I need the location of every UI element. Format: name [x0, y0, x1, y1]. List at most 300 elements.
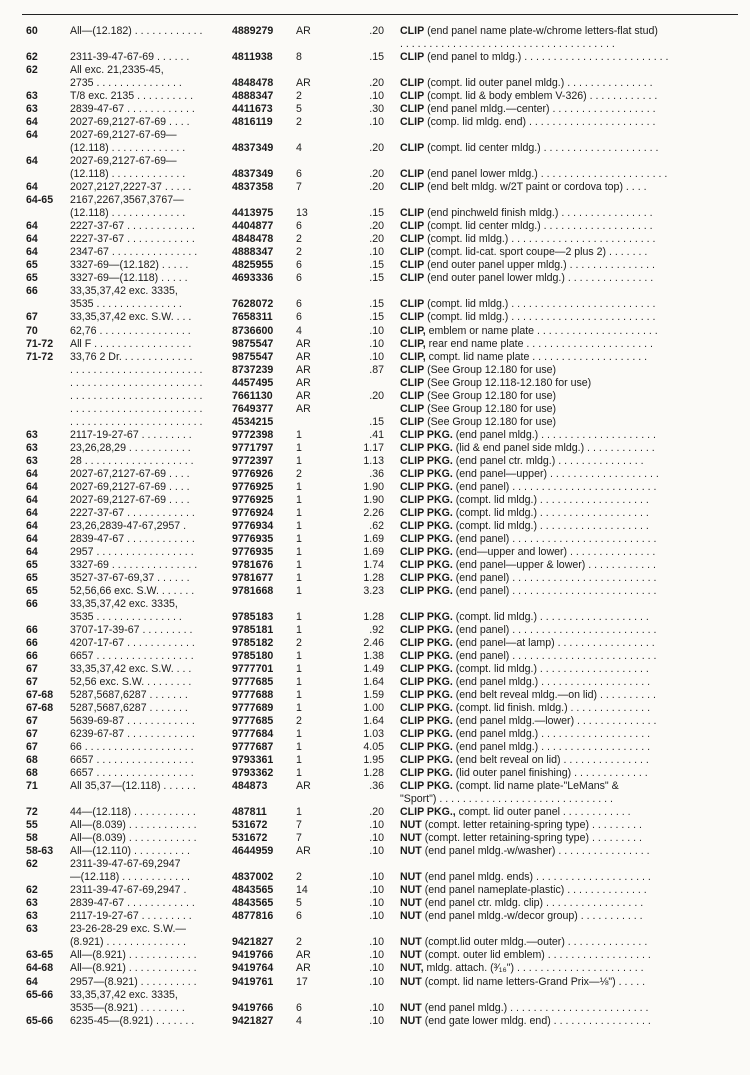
description: [400, 976, 745, 989]
description-text: (end pinchweld finish mldg.) . . . . . . . . . . . . . . . .: [424, 207, 653, 220]
price: .15: [369, 259, 384, 272]
description-text: (See Group 12.180 for use): [424, 389, 557, 402]
part-number: 8737239: [232, 363, 274, 376]
description-keyword: CLIP,: [400, 350, 426, 363]
part-number: 4534215: [232, 415, 274, 428]
price: 1.28: [363, 610, 384, 623]
price: 4.05: [363, 741, 384, 754]
model-year: 66: [26, 650, 38, 662]
price: 2.46: [363, 636, 384, 649]
model-year: 63: [26, 910, 38, 923]
part-number: 9777688: [232, 689, 274, 701]
application: 2227-37-67 . . . . . . . . . . . .: [70, 220, 195, 233]
description-keyword: CLIP PKG.: [400, 584, 453, 597]
quantity: 1: [296, 676, 302, 688]
description-keyword: CLIP: [400, 376, 425, 389]
part-number: 9771797: [232, 441, 274, 454]
description-keyword: CLIP PKG.: [400, 506, 453, 519]
table-row: [0, 311, 750, 324]
description: [400, 311, 745, 324]
quantity: 1: [296, 493, 302, 506]
description: [400, 741, 745, 754]
table-row: [0, 507, 750, 520]
description: [400, 793, 745, 806]
description: [400, 871, 745, 884]
description: [400, 442, 745, 455]
model-year: 71-72: [26, 337, 54, 350]
model-year: 62: [26, 51, 38, 63]
table-row: [0, 1015, 750, 1028]
description-text: compt. lid name plate . . . . . . . . . . . . . . . . . . . .: [425, 350, 648, 363]
price: 1.17: [363, 441, 384, 454]
price: .10: [369, 819, 384, 832]
quantity: 2: [296, 246, 302, 259]
quantity: 1: [296, 650, 302, 662]
application: 4207-17-67 . . . . . . . . . . . .: [70, 636, 195, 649]
table-row: [0, 481, 750, 494]
part-number: 4877816: [232, 910, 274, 923]
description: [400, 116, 745, 129]
part-number: 9776925: [232, 480, 274, 493]
quantity: 6: [296, 220, 302, 233]
description: [400, 1002, 745, 1015]
description: [400, 702, 745, 715]
part-number: 4457495: [232, 376, 274, 389]
description-text: (comp. lid mldg. end) . . . . . . . . . . . . . . . . . . . . . .: [424, 116, 656, 129]
model-year: 65-66: [26, 988, 54, 1001]
application: . . . . . . . . . . . . . . . . . . . . . . .: [70, 402, 203, 415]
table-row: [0, 663, 750, 676]
price: .87: [369, 363, 384, 376]
quantity: 4: [296, 1014, 302, 1027]
part-number: 4843565: [232, 884, 274, 897]
quantity: AR: [296, 25, 311, 37]
application: 33,35,37,42 exc. S.W. . . .: [70, 311, 192, 324]
description-keyword: CLIP PKG.: [400, 623, 453, 636]
table-row: [0, 858, 750, 871]
quantity: 1: [296, 767, 302, 780]
description-text: (end panel—at lamp) . . . . . . . . . . . . . . . . .: [452, 636, 655, 649]
model-year: 71-72: [26, 350, 54, 363]
description-text: (compt. lid mldg.) . . . . . . . . . . . . . . . . . . .: [452, 493, 649, 506]
description-keyword: CLIP: [400, 207, 425, 220]
description-text: (end panel) . . . . . . . . . . . . . . . . . . . . . . . . .: [452, 480, 657, 493]
description: [400, 403, 745, 416]
description-text: (See Group 12.180 for use): [424, 415, 557, 428]
part-number: 9419766: [232, 1001, 274, 1014]
description-text: (compt. letter retaining-spring type) . . . . . . . . .: [421, 819, 642, 832]
price: .15: [369, 415, 384, 428]
description: [400, 884, 745, 897]
price: .10: [369, 324, 384, 337]
description-text: (lid & end panel side mldg.) . . . . . . . . . . . .: [452, 441, 655, 454]
description-keyword: NUT: [400, 1014, 422, 1027]
part-number: 4816119: [232, 116, 273, 129]
quantity: 1: [296, 480, 302, 493]
quantity: 2: [296, 636, 302, 649]
description: [400, 819, 745, 832]
description: [400, 338, 745, 351]
description: [400, 207, 745, 220]
table-row: [0, 910, 750, 923]
application: 2227-37-67 . . . . . . . . . . . .: [70, 506, 195, 519]
quantity: 6: [296, 910, 302, 923]
part-number: 9781677: [232, 571, 274, 584]
table-row: [0, 64, 750, 77]
description: [400, 910, 745, 923]
price: .20: [369, 389, 384, 402]
application: 23,26,28,29 . . . . . . . . . . .: [70, 441, 191, 454]
application: 3535—(8.921) . . . . . . . .: [70, 1001, 185, 1014]
description-keyword: CLIP PKG.: [400, 454, 453, 467]
application: 2027-69,2127-67-69 . . . .: [70, 480, 190, 493]
quantity: 1: [296, 702, 302, 714]
description-keyword: CLIP: [400, 220, 425, 233]
part-number: 9785181: [232, 623, 274, 636]
description-keyword: CLIP: [400, 181, 425, 194]
quantity: 7: [296, 832, 302, 845]
application: 2957 . . . . . . . . . . . . . . . . .: [70, 545, 194, 558]
description-keyword: CLIP PKG.: [400, 493, 453, 506]
description: [400, 806, 745, 819]
part-number: 7658311: [232, 311, 273, 324]
model-year: 67: [26, 311, 38, 324]
price: .15: [369, 311, 384, 324]
price: .10: [369, 116, 384, 129]
quantity: AR: [296, 780, 311, 793]
model-year: 63: [26, 923, 38, 936]
description-text: (end outer panel lower mldg.) . . . . . . . . . . . . . . .: [424, 272, 654, 285]
application: (12.118) . . . . . . . . . . . . .: [70, 142, 186, 155]
description-text: (end belt mldg. w/2T paint or cordova top) . . . .: [424, 181, 647, 194]
application: 28 . . . . . . . . . . . . . . . . . . .: [70, 454, 194, 467]
description-text: (end panel mldg. ends) . . . . . . . . . . . . . . . . . . . .: [421, 871, 651, 884]
description-keyword: CLIP: [400, 415, 425, 428]
description-keyword: CLIP: [400, 51, 425, 63]
description-keyword: CLIP: [400, 116, 425, 129]
application: All 35,37—(12.118) . . . . . .: [70, 780, 196, 793]
price: .10: [369, 246, 384, 259]
quantity: 6: [296, 311, 302, 324]
description-keyword: CLIP PKG.: [400, 558, 453, 571]
price: 1.00: [363, 702, 384, 714]
price: .41: [369, 428, 384, 441]
description: [400, 637, 745, 650]
quantity: AR: [296, 77, 311, 90]
table-row: [0, 897, 750, 910]
part-number: 9781668: [232, 584, 274, 597]
description-keyword: CLIP PKG.: [400, 441, 453, 454]
description-text: (lid outer panel finishing) . . . . . . . . . . . . .: [452, 767, 648, 780]
description: [400, 51, 745, 64]
table-row: [0, 90, 750, 103]
application: 33,35,37,42 exc. S.W. . . .: [70, 663, 192, 675]
quantity: 5: [296, 897, 302, 910]
application: 2167,2267,3567,3767—: [70, 194, 184, 207]
description-text: (compt. lid mldg.) . . . . . . . . . . . . . . . . . . . . . . . . .: [424, 233, 656, 246]
price: .10: [369, 337, 384, 350]
description-keyword: CLIP: [400, 142, 425, 155]
description-text: (compt. lid mldg.) . . . . . . . . . . . . . . . . . . . . . . . . .: [424, 298, 656, 311]
price: .10: [369, 832, 384, 845]
description-keyword: CLIP PKG.: [400, 467, 453, 480]
quantity: AR: [296, 389, 311, 402]
quantity: 6: [296, 259, 302, 272]
quantity: AR: [296, 962, 311, 975]
part-number: 9421827: [232, 1014, 274, 1027]
application: 6657 . . . . . . . . . . . . . . . . .: [70, 754, 194, 767]
quantity: AR: [296, 845, 311, 858]
description: [400, 181, 745, 194]
part-number: 9785180: [232, 650, 274, 662]
part-number: 7649377: [232, 402, 274, 415]
application: 33,35,37,42 exc. 3335,: [70, 285, 178, 298]
description-text: (See Group 12.118-12.180 for use): [424, 376, 592, 389]
description-keyword: NUT: [400, 975, 422, 988]
part-number: 9419764: [232, 962, 274, 975]
description-keyword: NUT: [400, 949, 422, 962]
description-keyword: CLIP PKG.: [400, 741, 453, 754]
model-year: 71: [26, 780, 38, 793]
application: 2839-47-67 . . . . . . . . . . . .: [70, 103, 195, 116]
price: .20: [369, 233, 384, 246]
description: [400, 533, 745, 546]
model-year: 64: [26, 493, 38, 506]
part-number: 9793361: [232, 754, 274, 767]
model-year: 64: [26, 506, 38, 519]
price: .10: [369, 936, 384, 949]
description: [400, 90, 745, 103]
model-year: 64: [26, 545, 38, 558]
description-text: (end panel ctr. mldg. clip) . . . . . . . . . . . . . . . . .: [421, 897, 644, 910]
quantity: 6: [296, 168, 302, 181]
price: 1.28: [363, 571, 384, 584]
part-number: 9875547: [232, 350, 274, 363]
quantity: 13: [296, 207, 308, 220]
application: 44—(12.118) . . . . . . . . . . .: [70, 806, 196, 819]
table-row: [0, 962, 750, 975]
part-number: 9777687: [232, 741, 274, 754]
description-text: (end panel mldg.-w/washer) . . . . . . . . . . . . . . . .: [421, 845, 650, 858]
table-row: [0, 38, 750, 51]
table-row: [0, 637, 750, 650]
model-year: 67: [26, 741, 38, 754]
price: 1.49: [363, 663, 384, 675]
price: .20: [369, 142, 384, 155]
table-row: [0, 168, 750, 181]
quantity: 6: [296, 1001, 302, 1014]
description: [400, 832, 745, 845]
description-keyword: CLIP PKG.: [400, 663, 453, 675]
part-number: 9776925: [232, 493, 274, 506]
part-number: 4837349: [232, 142, 274, 155]
description-text: (end panel) . . . . . . . . . . . . . . . . . . . . . . . . .: [452, 584, 657, 597]
table-row: [0, 702, 750, 715]
description: [400, 103, 745, 116]
application: T/8 exc. 2135 . . . . . . . . . .: [70, 90, 194, 103]
application: 2311-39-47-67-69,2947: [70, 858, 181, 871]
table-row: [0, 598, 750, 611]
table-row: [0, 416, 750, 429]
model-year: 66: [26, 623, 38, 636]
model-year: 64-65: [26, 194, 54, 207]
description-text: (end panel name plate-w/chrome letters-flat stud): [424, 25, 658, 37]
description-text: (end panel) . . . . . . . . . . . . . . . . . . . . . . . . .: [452, 623, 657, 636]
application: All exc. 21,2335-45,: [70, 64, 164, 77]
application: All—(8.039) . . . . . . . . . . . .: [70, 832, 197, 845]
price: 1.59: [363, 689, 384, 701]
table-row: [0, 611, 750, 624]
table-row: [0, 51, 750, 64]
description-keyword: NUT: [400, 910, 422, 923]
model-year: 65: [26, 272, 38, 285]
application: . . . . . . . . . . . . . . . . . . . . . . .: [70, 415, 203, 428]
part-number: 9777685: [232, 676, 274, 688]
quantity: 1: [296, 519, 302, 532]
model-year: 67: [26, 728, 38, 741]
application: 23,26,2839-47-67,2957 .: [70, 519, 187, 532]
table-row: [0, 520, 750, 533]
quantity: 1: [296, 454, 302, 467]
part-number: 4889279: [232, 25, 274, 37]
description-text: (compt. lid mldg.) . . . . . . . . . . . . . . . . . . .: [452, 519, 649, 532]
table-row: [0, 936, 750, 949]
description-keyword: CLIP PKG.: [400, 702, 453, 714]
part-number: 4411673: [232, 103, 273, 116]
description-keyword: CLIP PKG.: [400, 545, 453, 558]
quantity: 7: [296, 181, 302, 194]
description-text: (end belt reveal mldg.—on lid) . . . . . . . . . .: [452, 689, 656, 701]
application: All—(8.921) . . . . . . . . . . . .: [70, 949, 197, 962]
table-row: [0, 142, 750, 155]
price: .20: [369, 806, 384, 819]
model-year: 64: [26, 181, 38, 194]
application: 2027-69,2127-67-69—: [70, 129, 177, 142]
description-keyword: CLIP PKG.: [400, 754, 453, 767]
table-row: [0, 624, 750, 637]
application: 2347-67 . . . . . . . . . . . . . . .: [70, 246, 198, 259]
description-keyword: NUT: [400, 819, 422, 832]
table-row: [0, 403, 750, 416]
application: 6235-45—(8.921) . . . . . . .: [70, 1014, 195, 1027]
description: [400, 142, 745, 155]
quantity: AR: [296, 402, 311, 415]
price: 1.03: [363, 728, 384, 741]
table-row: [0, 806, 750, 819]
model-year: 67: [26, 663, 38, 675]
quantity: AR: [296, 350, 311, 363]
quantity: 1: [296, 610, 302, 623]
model-year: 64: [26, 467, 38, 480]
description-keyword: NUT: [400, 936, 422, 949]
table-row: [0, 25, 750, 38]
application: All—(12.182) . . . . . . . . . . . .: [70, 25, 203, 37]
table-row: [0, 923, 750, 936]
model-year: 64-68: [26, 962, 54, 975]
price: .10: [369, 962, 384, 975]
table-row: [0, 103, 750, 116]
part-number: 531672: [232, 832, 268, 845]
part-number: 4848478: [232, 233, 274, 246]
table-row: [0, 650, 750, 663]
quantity: 2: [296, 233, 302, 246]
description-keyword: NUT: [400, 871, 422, 884]
description-keyword: CLIP: [400, 103, 425, 116]
application: 3327-69 . . . . . . . . . . . . . . .: [70, 558, 198, 571]
table-row: [0, 181, 750, 194]
description-keyword: NUT: [400, 884, 422, 897]
description-text: (end panel) . . . . . . . . . . . . . . . . . . . . . . . . .: [452, 571, 657, 584]
quantity: 2: [296, 715, 302, 728]
description-text: (compt. letter retaining-spring type) . . . . . . . . .: [421, 832, 642, 845]
price: .20: [369, 25, 384, 37]
description-text: (end panel—upper) . . . . . . . . . . . . . . . . . . .: [452, 467, 659, 480]
part-number: 9419761: [232, 975, 274, 988]
price: .10: [369, 884, 384, 897]
part-number: 4843565: [232, 897, 274, 910]
model-year: 63: [26, 428, 38, 441]
description-text: (end panel ctr. mldg.) . . . . . . . . . . . . . . .: [452, 454, 644, 467]
price: .15: [369, 207, 384, 220]
description: [400, 949, 745, 962]
quantity: 5: [296, 103, 302, 116]
description: [400, 494, 745, 507]
application: 5287,5687,6287 . . . . . . .: [70, 689, 188, 701]
quantity: 17: [296, 975, 308, 988]
application: 2227-37-67 . . . . . . . . . . . .: [70, 233, 195, 246]
quantity: 1: [296, 663, 302, 675]
model-year: 66: [26, 285, 38, 298]
application: 5639-69-87 . . . . . . . . . . . .: [70, 715, 195, 728]
description-text: (end panel) . . . . . . . . . . . . . . . . . . . . . . . . .: [452, 532, 657, 545]
model-year: 62: [26, 64, 38, 77]
description-text: (end outer panel upper mldg.) . . . . . . . . . . . . . . .: [424, 259, 655, 272]
description: [400, 546, 745, 559]
application: All—(12.110) . . . . . . . . . .: [70, 845, 190, 858]
description-text: (end panel lower mldg.) . . . . . . . . . . . . . . . . . . . . . .: [424, 168, 668, 181]
description: [400, 377, 745, 390]
model-year: 65: [26, 259, 38, 272]
part-number: 4413975: [232, 207, 274, 220]
application: All F . . . . . . . . . . . . . . . . .: [70, 337, 192, 350]
table-row: [0, 220, 750, 233]
part-number: 9785182: [232, 636, 274, 649]
application: 3535 . . . . . . . . . . . . . . .: [70, 298, 182, 311]
table-row: [0, 155, 750, 168]
part-number: 9776924: [232, 506, 274, 519]
model-year: 64: [26, 246, 38, 259]
table-row: [0, 546, 750, 559]
part-number: 9777689: [232, 702, 274, 714]
description-text: (end panel) . . . . . . . . . . . . . . . . . . . . . . . . .: [452, 650, 657, 662]
model-year: 67-68: [26, 689, 54, 701]
part-number: 7628072: [232, 298, 274, 311]
table-row: [0, 715, 750, 728]
application: All—(8.921) . . . . . . . . . . . .: [70, 962, 197, 975]
description: [400, 650, 745, 663]
description: [400, 962, 745, 975]
price: 1.64: [363, 676, 384, 688]
description: [400, 233, 745, 246]
part-number: 531672: [232, 819, 268, 832]
price: .15: [369, 298, 384, 311]
application: 33,35,37,42 exc. 3335,: [70, 988, 178, 1001]
part-number: 4848478: [232, 77, 274, 90]
quantity: 1: [296, 623, 302, 636]
table-row: [0, 272, 750, 285]
application: (12.118) . . . . . . . . . . . . .: [70, 207, 186, 220]
table-row: [0, 559, 750, 572]
